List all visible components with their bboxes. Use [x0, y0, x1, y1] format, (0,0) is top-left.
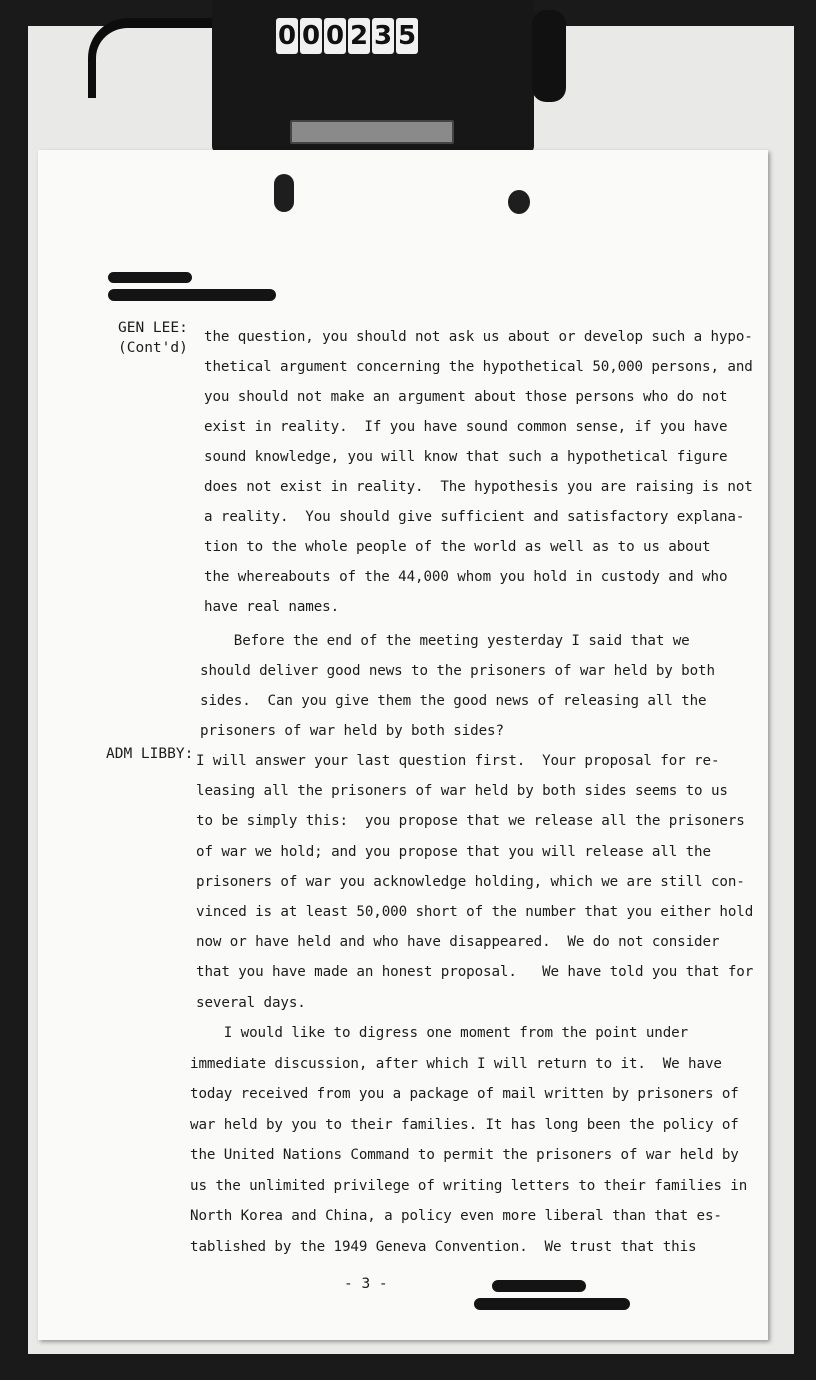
redaction-bar [108, 272, 192, 283]
redaction-bar [492, 1280, 586, 1292]
paragraph: I would like to digress one moment from the point under immediate discussion, after which I will return to it. We have today received from you a package of mail written by prisoners of war held by you to their families. It has long been the policy of the United Nations Command to permit the prisoners of war held by us the unlimited privilege of writing letters to their families in North Korea and China, a policy even more liberal than that es- tablished by the 1949 Geneva Convention. We trust that this [190, 1025, 748, 1255]
speaker-label: GEN LEE: (Cont'd) [118, 320, 188, 356]
counter-digit: 0 [324, 18, 346, 54]
document-page [38, 150, 768, 1340]
redaction-bar [108, 289, 276, 301]
paragraph: Before the end of the meeting yesterday I said that we should deliver good news to the prisoners of war held by both sides. Can you give them the good news of releasing all the prisoners of war held by both sides? [200, 633, 715, 739]
binder-hole [274, 174, 294, 212]
page-number: - 3 - [344, 1276, 388, 1292]
counter-digit: 2 [348, 18, 370, 54]
counter-digit: 0 [276, 18, 298, 54]
counter-digit: 0 [300, 18, 322, 54]
binder-hole [508, 190, 530, 214]
counter-digit: 3 [372, 18, 394, 54]
paragraph: I will answer your last question first. Your proposal for re- leasing all the prisoners of war held by both sides seems to us to be simply this: you propose that we release all the prisoners of war we hold; and you propose that you will release all the prisoners of war you acknowledge holding, which we are still con- vinced is at least 50,000 short of the number that you either hold now or have held and who have disappeared. We do not consider that you have made an honest proposal. We have told you that for several days. [196, 753, 754, 1011]
counter-digit: 5 [396, 18, 418, 54]
counter-digits [276, 18, 418, 58]
redaction-bar [474, 1298, 630, 1310]
counter-knob [532, 10, 566, 102]
speaker-label: ADM LIBBY: [106, 746, 194, 762]
paragraph: the question, you should not ask us about or develop such a hypo- thetical argument concerning the hypothetical 50,000 persons, and you should not make an argument about those persons who do not exist in reality. If you have sound common sense, if you have sound knowledge, you will know that such a hypothetical figure does not exist in reality. The hypothesis you are raising is not a reality. You should give sufficient and satisfactory explana- tion to the whole people of the world as well as to us about the whereabouts of the 44,000 whom you hold in custody and who have real names. [204, 329, 753, 615]
counter-plate [290, 120, 454, 144]
